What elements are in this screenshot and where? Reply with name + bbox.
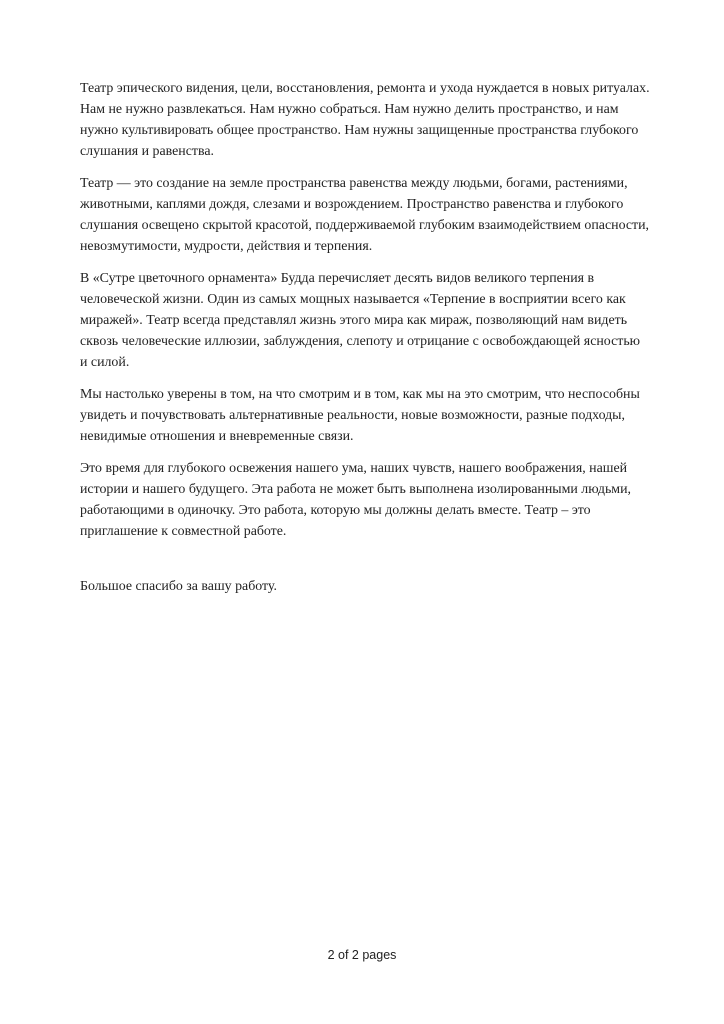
paragraph-4: Мы настолько уверены в том, на что смотрим и в том, как мы на это смотрим, что неспособны увидеть и почувствовать альтернативные реальности, новые возможности, разные подходы, невидимые отношения и вневременные связи. [80, 387, 640, 444]
paragraph-3: В «Сутре цветочного орнамента» Будда перечисляет десять видов великого терпения в человеческой жизни. Один из самых мощных называется «Терпение в восприятии всего как миражей». Театр всегда представлял жизнь этого мира как мираж, позволяющий нам видеть сквозь человеческие иллюзии, заблуждения, слепоту и отрицание с освобождающей ясностью и силой. [80, 271, 641, 370]
page-number: 2 of 2 pages [327, 948, 397, 962]
paragraph-1: Театр эпического видения, цели, восстановления, ремонта и ухода нуждается в новых ритуалах. Нам не нужно развлекаться. Нам нужно собраться. Нам нужно делить пространство, и нам нужно культивировать общее пространство. Нам нужны защищенные пространства глубокого слушания и равенства. [80, 81, 650, 159]
paragraph-2: Театр — это создание на земле пространства равенства между людьми, богами, растениями, животными, каплями дождя, слезами и возрождением. Пространство равенства и глубокого слушания освещено скрытой красотой, поддерживаемой глубоким взаимодействием опасности, невозмутимости, мудрости, действия и терпения. [80, 176, 649, 254]
closing-line: Большое спасибо за вашу работу. [80, 579, 277, 594]
paragraph-5: Это время для глубокого освежения нашего ума, наших чувств, нашего воображения, нашей истории и нашего будущего. Эта работа не может быть выполнена изолированными людьми, работающими в одиночку. Это работа, которую мы должны делать вместе. Театр – это приглашение к совместной работе. [80, 461, 631, 539]
document-body [80, 78, 650, 608]
